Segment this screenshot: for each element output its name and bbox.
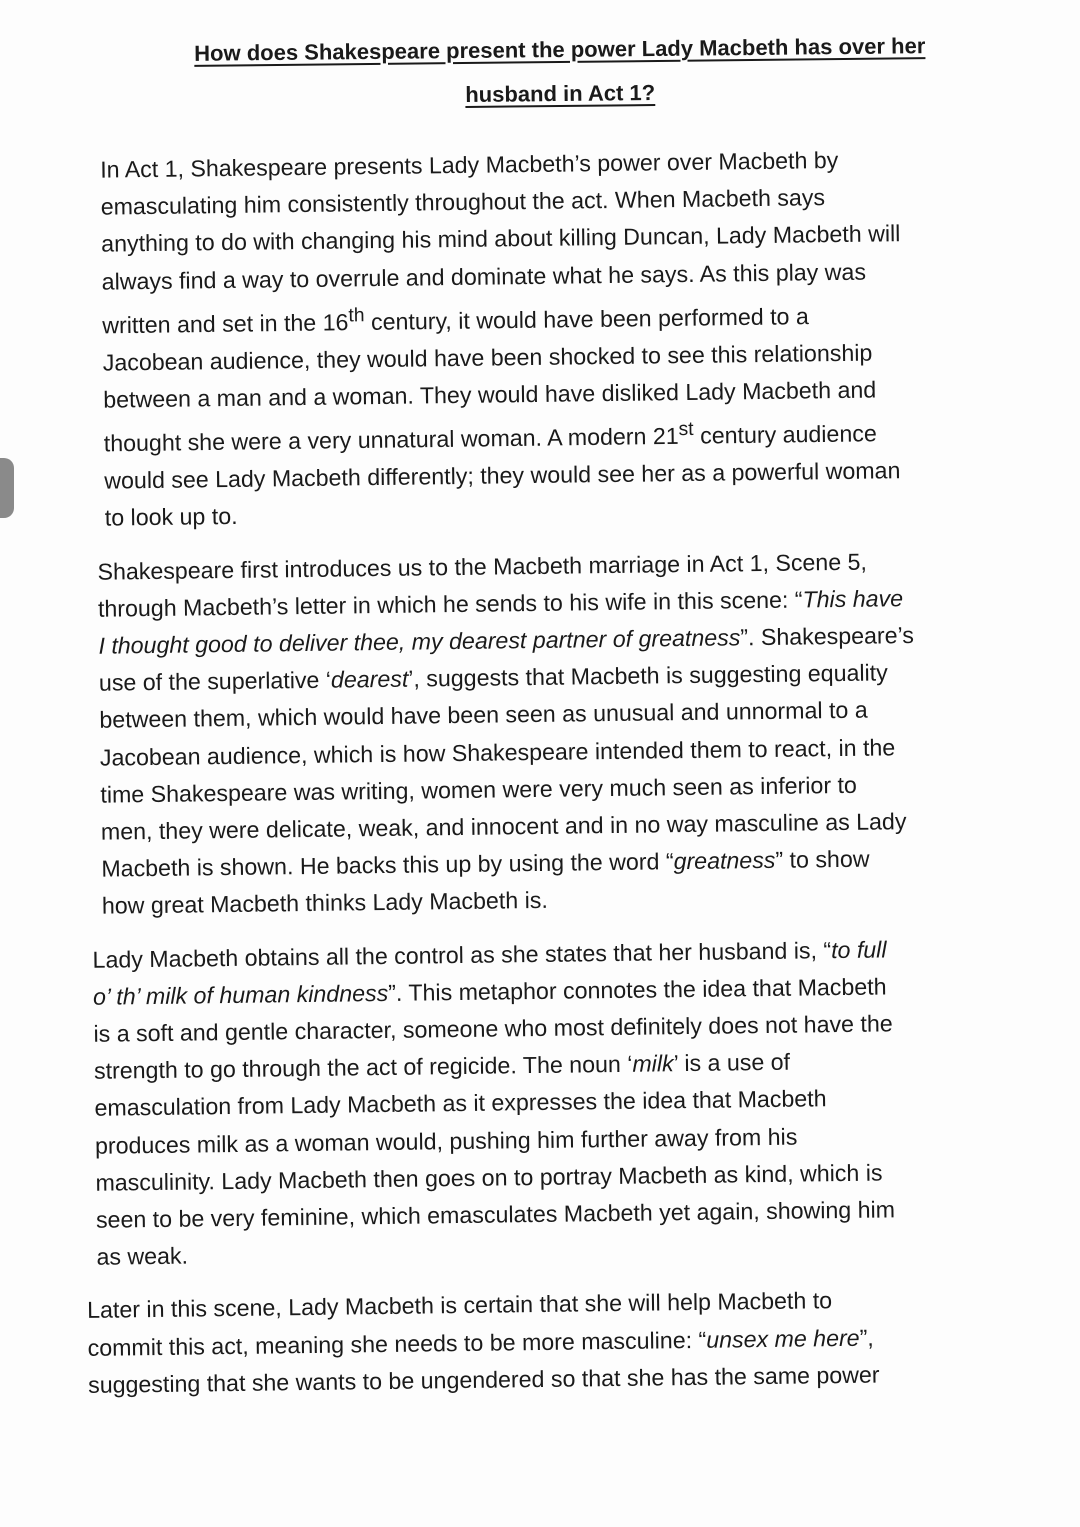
- text-line: use of the superlative ‘dearest’, suggests that Macbeth is suggesting equality: [98, 659, 888, 696]
- text-line: suggesting that she wants to be ungendered so that she has the same power: [87, 1361, 880, 1398]
- text-line: seen to be very feminine, which emasculates Macbeth yet again, showing him: [95, 1196, 896, 1233]
- text-line: commit this act, meaning she needs to be more masculine: “unsex me here”,: [87, 1324, 874, 1361]
- text-line: emasculating him consistently throughout the act. When Macbeth says: [100, 184, 826, 220]
- text-line: I thought good to deliver thee, my dearest partner of greatness”. Shakespeare’s: [98, 621, 915, 659]
- text-line: always find a way to overrule and dominate what he says. As this play was: [101, 258, 867, 295]
- text-line: Shakespeare first introduces us to the Macbeth marriage in Act 1, Scene 5,: [97, 548, 868, 585]
- paragraph-2: [77, 541, 1028, 925]
- text-line: In Act 1, Shakespeare presents Lady Macbeth’s power over Macbeth by: [100, 146, 839, 183]
- text-line: between a man and a woman. They would have disliked Lady Macbeth and: [103, 376, 877, 413]
- paragraph-4: [87, 1280, 1034, 1404]
- text-line: men, they were delicate, weak, and innocent and in no way masculine as Lady: [100, 808, 907, 845]
- text-line: Jacobean audience, they would have been shocked to see this relationship: [102, 339, 873, 376]
- text-line: time Shakespeare was writing, women were very much seen as inferior to: [100, 771, 858, 808]
- text-line: as weak.: [96, 1242, 189, 1270]
- text-line: is a soft and gentle character, someone who most definitely does not have the: [93, 1010, 893, 1047]
- title-line-2: husband in Act 1?: [465, 80, 656, 107]
- text-line: between them, which would have been seen as unusual and unnormal to a: [99, 696, 868, 734]
- paragraph-1: [72, 140, 1023, 538]
- text-line: to look up to.: [104, 503, 238, 531]
- essay-title: [150, 24, 971, 121]
- paragraph-3: [82, 929, 1032, 1276]
- text-line: produces milk as a woman would, pushing him further away from his: [94, 1123, 798, 1159]
- essay-body: [72, 140, 1035, 1420]
- text-line: strength to go through the act of regicide. The noun ‘milk’ is a use of: [93, 1048, 791, 1084]
- text-line: Later in this scene, Lady Macbeth is certain that she will help Macbeth to: [86, 1287, 833, 1324]
- text-line: thought she were a very unnatural woman. A modern 21st century audience: [103, 419, 877, 457]
- text-line: masculinity. Lady Macbeth then goes on to portray Macbeth as kind, which is: [95, 1159, 883, 1196]
- binding-hole-mark: [0, 458, 14, 518]
- text-line: Jacobean audience, which is how Shakespeare intended them to react, in the: [99, 733, 896, 771]
- text-line: would see Lady Macbeth differently; they would see her as a powerful woman: [104, 457, 901, 494]
- text-line: through Macbeth’s letter in which he sends to his wife in this scene: “This have: [97, 584, 904, 622]
- text-line: Macbeth is shown. He backs this up by using the word “greatness” to show: [101, 845, 870, 882]
- text-line: written and set in the 16th century, it would have been performed to a: [102, 302, 809, 339]
- text-line: emasculation from Lady Macbeth as it expresses the idea that Macbeth: [94, 1085, 827, 1122]
- text-line: o’ th’ milk of human kindness”. This metaphor connotes the idea that Macbeth: [92, 973, 887, 1010]
- text-line: Lady Macbeth obtains all the control as she states that her husband is, “to full: [92, 935, 887, 973]
- text-line: anything to do with changing his mind about killing Duncan, Lady Macbeth will: [101, 220, 901, 258]
- text-line: how great Macbeth thinks Lady Macbeth is.: [101, 887, 548, 920]
- title-line-1: How does Shakespeare present the power Lady Macbeth has over her: [194, 33, 926, 66]
